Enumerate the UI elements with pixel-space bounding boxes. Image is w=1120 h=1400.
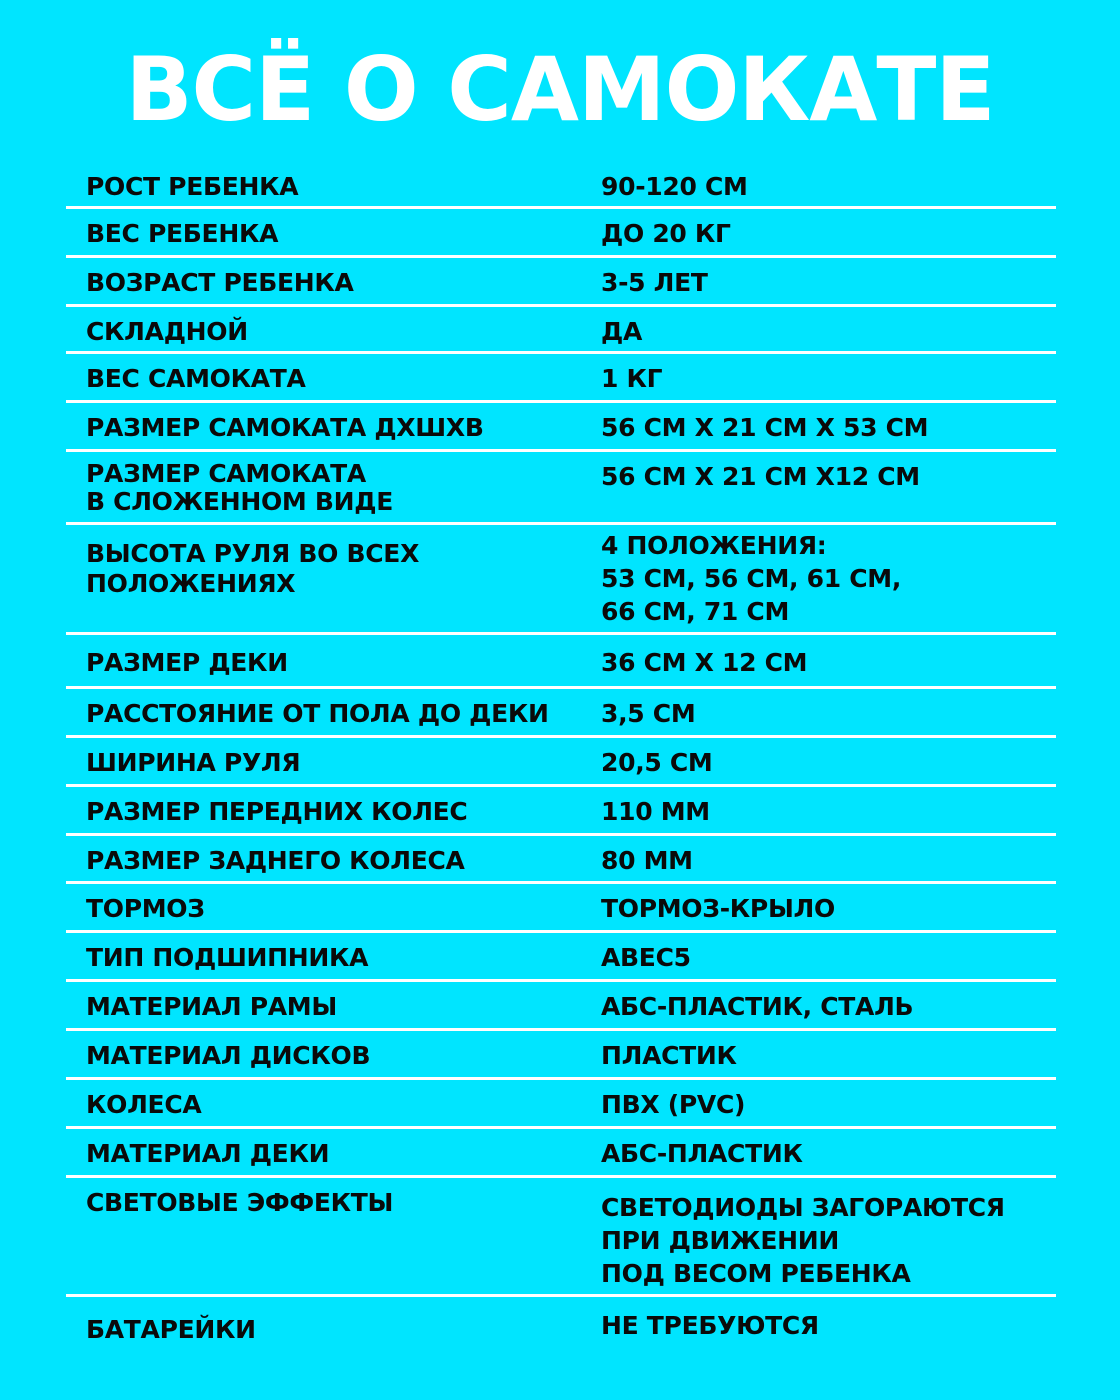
spec-row [66, 738, 1056, 787]
spec-value: 3-5 ЛЕТ [601, 268, 708, 297]
spec-value: 90-120 СМ [601, 172, 748, 201]
spec-label: СКЛАДНОЙ [86, 317, 248, 346]
spec-label: БАТАРЕЙКИ [86, 1315, 256, 1344]
spec-value: ТОРМОЗ-КРЫЛО [601, 894, 835, 923]
spec-row [66, 689, 1056, 738]
spec-row [66, 1031, 1056, 1080]
spec-label: РАЗМЕР САМОКАТА ДХШХВ [86, 413, 484, 442]
spec-row [66, 1297, 1056, 1359]
spec-label: ВЕС САМОКАТА [86, 364, 306, 393]
spec-value: 56 СМ Х 21 СМ Х12 СМ [601, 462, 920, 491]
spec-label: РАЗМЕР ПЕРЕДНИХ КОЛЕС [86, 797, 468, 826]
page-title: ВСЁ О САМОКАТЕ [125, 38, 995, 141]
spec-label: ВОЗРАСТ РЕБЕНКА [86, 268, 354, 297]
spec-label: СВЕТОВЫЕ ЭФФЕКТЫ [86, 1188, 394, 1217]
spec-row [66, 933, 1056, 982]
spec-value: 20,5 СМ [601, 748, 713, 777]
spec-label: МАТЕРИАЛ ДИСКОВ [86, 1041, 371, 1070]
spec-value: АБС-ПЛАСТИК, СТАЛЬ [601, 992, 914, 1021]
spec-value: НЕ ТРЕБУЮТСЯ [601, 1311, 819, 1340]
spec-row [66, 884, 1056, 933]
spec-label: РОСТ РЕБЕНКА [86, 172, 299, 201]
spec-row [66, 162, 1056, 209]
spec-row [66, 525, 1056, 635]
spec-value: АБС-ПЛАСТИК [601, 1139, 803, 1168]
spec-label: РАЗМЕР ЗАДНЕГО КОЛЕСА [86, 846, 465, 875]
spec-row [66, 635, 1056, 689]
spec-row [66, 403, 1056, 452]
spec-label: РАЗМЕР ДЕКИ [86, 648, 288, 677]
spec-label: КОЛЕСА [86, 1090, 202, 1119]
spec-label: РАЗМЕР САМОКАТА В СЛОЖЕННОМ ВИДЕ [86, 459, 394, 516]
spec-row [66, 354, 1056, 403]
spec-row [66, 307, 1056, 354]
spec-row [66, 452, 1056, 525]
spec-row [66, 787, 1056, 836]
spec-value: 56 СМ Х 21 СМ Х 53 СМ [601, 413, 929, 442]
spec-value: 3,5 СМ [601, 699, 696, 728]
spec-label: ТОРМОЗ [86, 894, 205, 923]
spec-label: ВЫСОТА РУЛЯ ВО ВСЕХ ПОЛОЖЕНИЯХ [86, 539, 420, 598]
spec-label: РАССТОЯНИЕ ОТ ПОЛА ДО ДЕКИ [86, 699, 549, 728]
spec-value: ПЛАСТИК [601, 1041, 737, 1070]
spec-value: ABEC5 [601, 943, 691, 972]
spec-value: ДА [601, 317, 643, 346]
spec-label: ШИРИНА РУЛЯ [86, 748, 301, 777]
spec-value: 4 ПОЛОЖЕНИЯ: 53 СМ, 56 СМ, 61 СМ, 66 СМ, 71 СМ [601, 531, 902, 626]
spec-value: СВЕТОДИОДЫ ЗАГОРАЮТСЯ ПРИ ДВИЖЕНИИ ПОД ВЕСОМ РЕБЕНКА [601, 1193, 1005, 1288]
spec-value: 1 КГ [601, 364, 663, 393]
spec-label: ВЕС РЕБЕНКА [86, 219, 279, 248]
spec-row [66, 209, 1056, 258]
spec-row [66, 836, 1056, 884]
spec-label: МАТЕРИАЛ ДЕКИ [86, 1139, 330, 1168]
spec-row [66, 982, 1056, 1031]
spec-value: 110 ММ [601, 797, 710, 826]
spec-row [66, 258, 1056, 307]
spec-label: МАТЕРИАЛ РАМЫ [86, 992, 337, 1021]
spec-label: ТИП ПОДШИПНИКА [86, 943, 369, 972]
spec-value: ДО 20 КГ [601, 219, 731, 248]
spec-row [66, 1129, 1056, 1178]
spec-value: ПВХ (PVC) [601, 1090, 746, 1119]
spec-row [66, 1178, 1056, 1297]
spec-value: 36 СМ Х 12 СМ [601, 648, 808, 677]
spec-row [66, 1080, 1056, 1129]
specs-table [66, 162, 1056, 1359]
spec-value: 80 ММ [601, 846, 693, 875]
